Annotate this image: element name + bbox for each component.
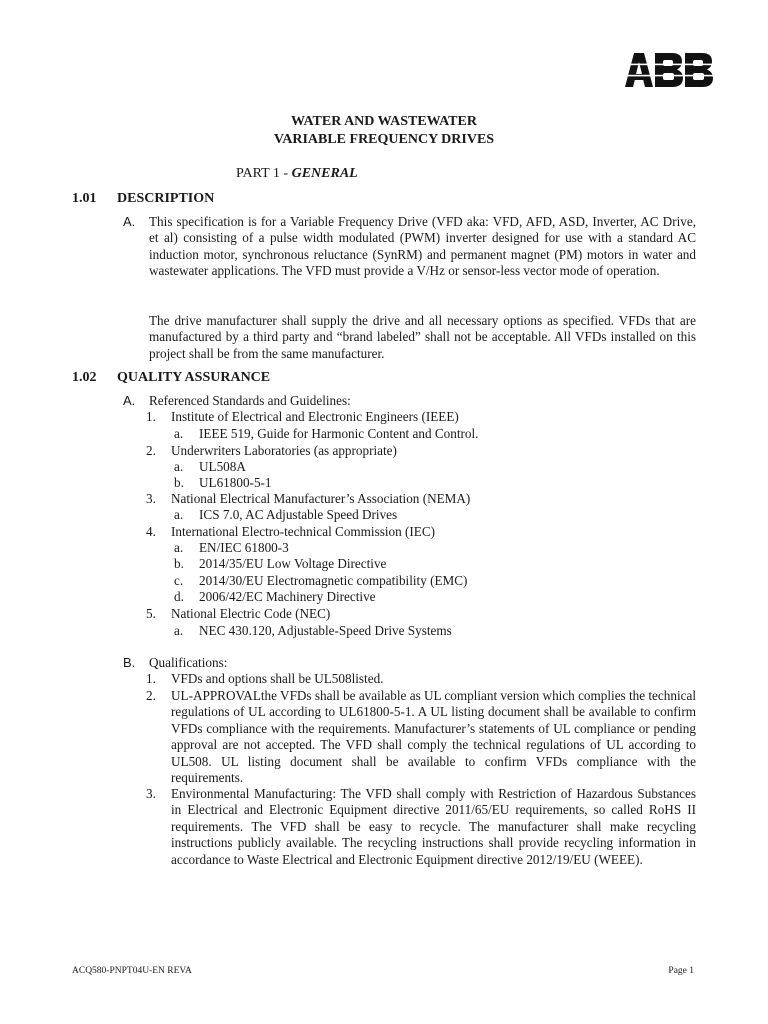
standard-sub-item: UL61800-5-1 [199, 475, 272, 490]
standards-title: Referenced Standards and Guidelines: [149, 393, 351, 408]
section-title: QUALITY ASSURANCE [117, 370, 271, 385]
list-number: 5. [146, 606, 156, 621]
part-name: GENERAL [291, 166, 358, 181]
list-number: 2. [146, 443, 156, 458]
sub-letter: b. [174, 556, 184, 571]
list-number: 3. [146, 491, 156, 506]
item-letter: A. [123, 214, 136, 229]
sub-letter: d. [174, 589, 184, 604]
footer-doc-id: ACQ580-PNPT04U-EN REVA [72, 966, 192, 976]
standard-sub-item: 2014/30/EU Electromagnetic compatibility (EMC) [199, 573, 468, 588]
part-heading [236, 165, 358, 183]
standard-sub-item: ICS 7.0, AC Adjustable Speed Drives [199, 507, 398, 522]
item-letter: A. [123, 393, 136, 408]
section-number: 1.02 [72, 370, 97, 385]
sub-letter: a. [174, 426, 184, 441]
section-number: 1.01 [72, 191, 97, 206]
standard-nema: National Electrical Manufacturer’s Association (NEMA) [171, 491, 471, 506]
sub-letter: c. [174, 573, 184, 588]
list-number: 1. [146, 671, 156, 686]
standard-sub-item: IEEE 519, Guide for Harmonic Content and Control. [199, 426, 479, 441]
sub-letter: a. [174, 540, 184, 555]
qualification-item: VFDs and options shall be UL508listed. [171, 671, 384, 686]
section-title: DESCRIPTION [117, 191, 215, 206]
footer-page-number: Page 1 [668, 966, 694, 976]
list-number: 1. [146, 409, 156, 424]
item-letter: B. [123, 655, 136, 670]
document-title-line1: WATER AND WASTEWATER [291, 114, 477, 129]
standard-ul: Underwriters Laboratories (as appropriate) [171, 443, 397, 458]
list-number: 3. [146, 786, 156, 801]
standard-sub-item: 2014/35/EU Low Voltage Directive [199, 556, 387, 571]
qualification-item: UL-APPROVALthe VFDs shall be available as UL compliant version which complies the technical regulations of UL according to UL61800-5-1. A UL listing document shall be available to confirm VFDs compliance with the requirements. Manufacturer’s statements of UL compliance or pending approval are not accepted. The VFD shall comply the technical regulations of UL according to UL508. UL listing document shall be available to confirm VFDs compliance with the requirements. [171, 688, 696, 786]
description-paragraph-2: The drive manufacturer shall supply the drive and all necessary options as specified. VFDs that are manufactured by a third party and “brand labeled” shall not be acceptable. All VFDs installed on this project shall be from the same manufacturer. [149, 313, 696, 361]
qualification-item: Environmental Manufacturing: The VFD shall comply with Restriction of Hazardous Substances in Electrical and Electronic Equipment directive 2011/65/EU requirements, so called RoHS II requirements. The VFD shall be easy to recycle. The manufacturer shall make recycling instructions publicly available. The recycling instructions shall provide recycling information in accordance to Waste Electrical and Electronic Equipment directive 2012/19/EU (WEEE). [171, 786, 696, 867]
sub-letter: a. [174, 623, 184, 638]
standard-iec: International Electro-technical Commission (IEC) [171, 524, 436, 539]
qualifications-title: Qualifications: [149, 655, 228, 670]
sub-letter: a. [174, 507, 184, 522]
description-paragraph-1: This specification is for a Variable Frequency Drive (VFD aka: VFD, AFD, ASD, Inverter, AC Drive, et al) consisting of a pulse width modulated (PWM) inverter designed for use with a standard AC induction motor, synchronous reluctance (SynRM) and permanent magnet (PM) motors in water and wastewater applications. The VFD must provide a V/Hz or sensor-less vector mode of operation. [149, 214, 696, 279]
list-number: 2. [146, 688, 156, 703]
sub-letter: b. [174, 475, 184, 490]
standard-sub-item: UL508A [199, 459, 246, 474]
standard-sub-item: NEC 430.120, Adjustable-Speed Drive Systems [199, 623, 452, 638]
standard-ieee: Institute of Electrical and Electronic Engineers (IEEE) [171, 409, 459, 424]
sub-letter: a. [174, 459, 184, 474]
standard-nec: National Electric Code (NEC) [171, 606, 331, 621]
abb-logo [625, 53, 713, 87]
standard-sub-item: 2006/42/EC Machinery Directive [199, 589, 376, 604]
document-title-line2: VARIABLE FREQUENCY DRIVES [273, 132, 495, 147]
list-number: 4. [146, 524, 156, 539]
standard-sub-item: EN/IEC 61800-3 [199, 540, 289, 555]
part-prefix: PART 1 - [236, 166, 289, 181]
